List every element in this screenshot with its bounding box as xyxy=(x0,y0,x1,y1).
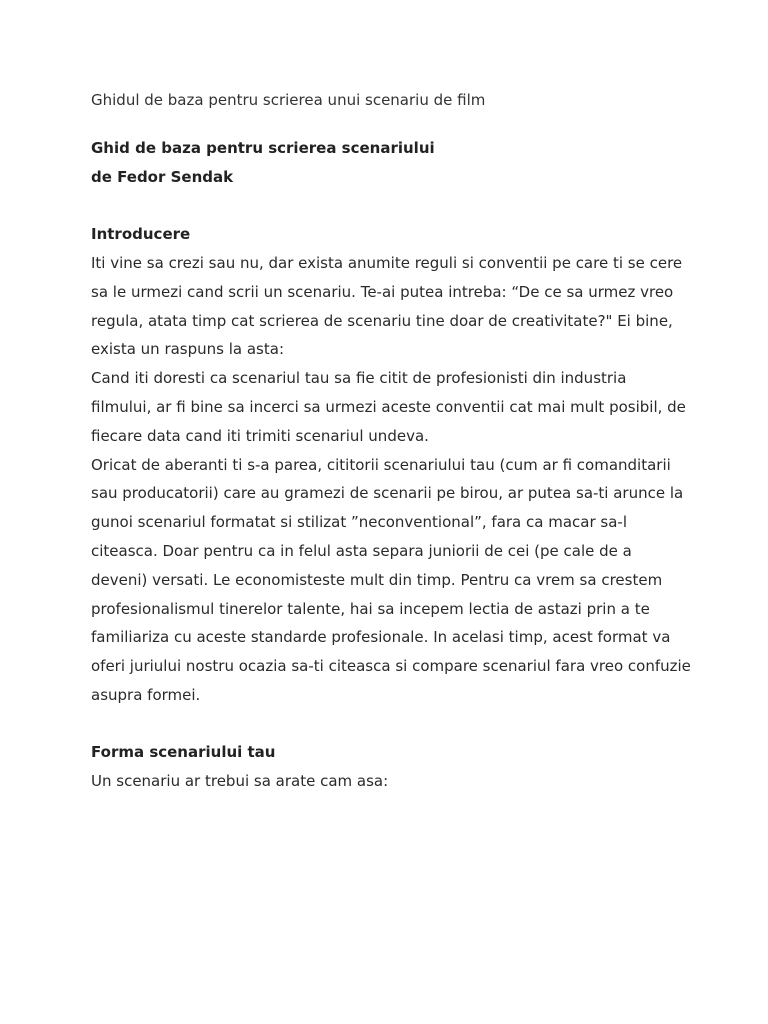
paragraph: Cand iti doresti ca scenariul tau sa fie citit de profesionisti din industria filmului, ar fi bine sa incerci sa urmezi aceste conventii cat mai mult posibil, de fiecare data cand iti trimiti scenariul undeva. xyxy=(91,369,686,445)
document-heading: Ghid de baza pentru scrierea scenariului xyxy=(91,139,435,157)
paragraph: Oricat de aberanti ti s-a parea, cititorii scenariului tau (cum ar fi comanditarii sau producatorii) care au gramezi de scenarii pe birou, ar putea sa-ti arunce la gunoi scenariul formatat si stilizat ”neconventional”, fara ca macar sa-l citeasca. Doar pentru ca in felul asta separa juniorii de cei (pe cale de a deveni) versati. Le economisteste mult din timp. Pentru ca vrem sa crestem profesionalismul tinerelor talente, hai sa incepem lectia de astazi prin a te familiariza cu aceste standarde profesionale. In acelasi timp, acest format va oferi juriului nostru ocazia sa-ti citeasca si compare scenariul fara vreo confuzie asupra formei. xyxy=(91,455,691,704)
section-forma-scenariului xyxy=(91,738,691,796)
paragraph: Iti vine sa crezi sau nu, dar exista anumite reguli si conventii pe care ti se cere sa le urmezi cand scrii un scenariu. Te-ai putea intreba: “De ce sa urmez vreo regula, atata timp cat scrierea de scenariu tine doar de creativitate?" Ei bine, exista un raspuns la asta: xyxy=(91,254,683,359)
document-author: de Fedor Sendak xyxy=(91,168,234,186)
document-page xyxy=(91,88,691,796)
paragraph: Un scenariu ar trebui sa arate cam asa: xyxy=(91,771,389,790)
section-introducere xyxy=(91,220,691,710)
section-heading: Forma scenariului tau xyxy=(91,742,276,761)
section-spacer xyxy=(91,710,691,738)
section-heading: Introducere xyxy=(91,225,191,243)
document-title: Ghidul de baza pentru scrierea unui scenariu de film xyxy=(91,91,486,109)
